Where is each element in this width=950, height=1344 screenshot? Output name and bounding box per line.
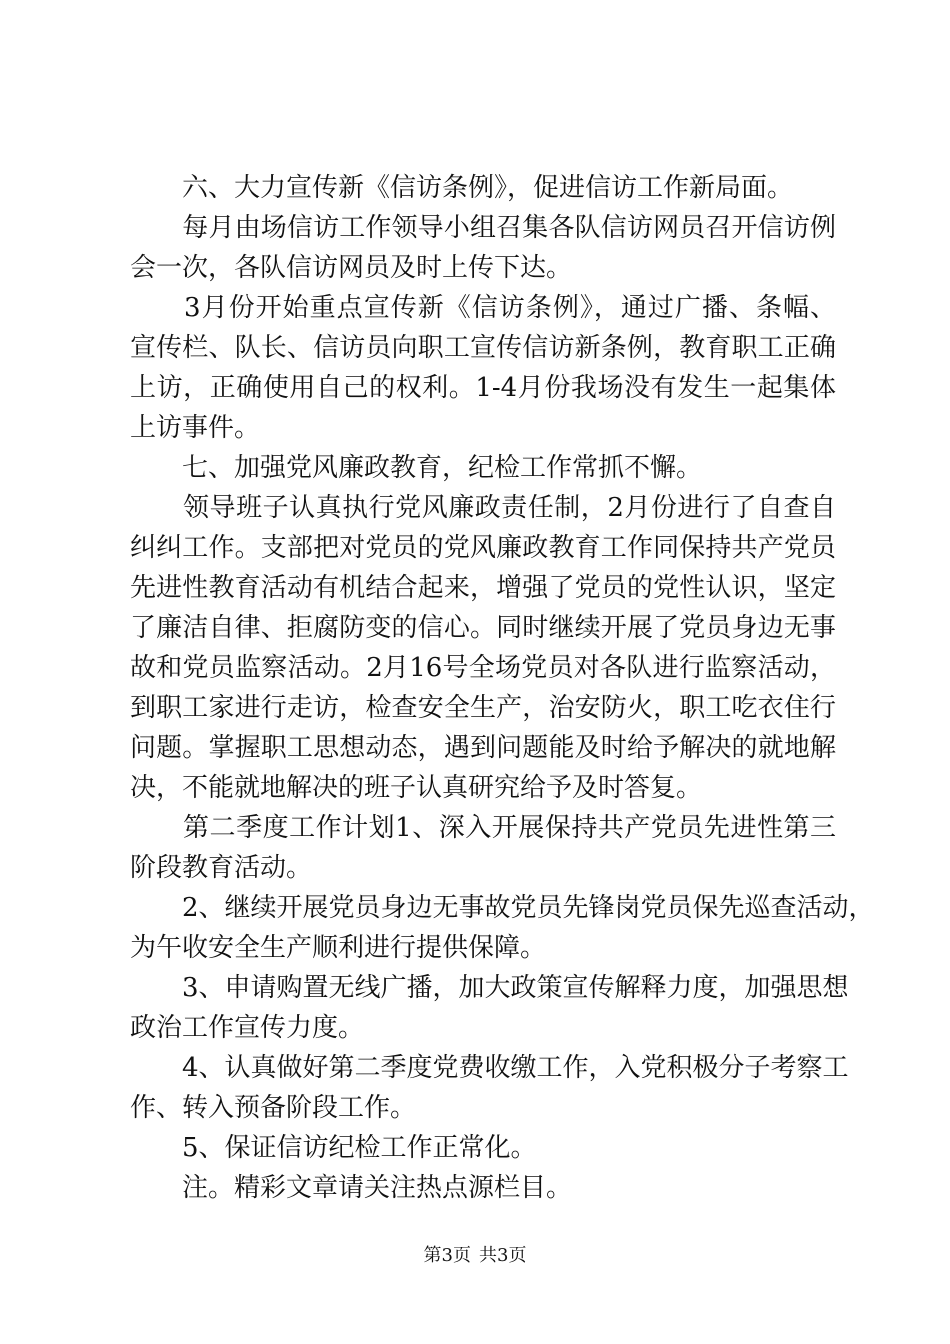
document-body [130, 168, 875, 1208]
text-line: 作、转入预备阶段工作。 [130, 1093, 417, 1123]
text-line: 上访，正确使用自己的权利。1-4月份我场没有发生一起集体 [130, 373, 836, 403]
text-line: 注。精彩文章请关注热点源栏目。 [130, 1173, 573, 1203]
text-line: 领导班子认真执行党风廉政责任制，2月份进行了自查自 [130, 493, 836, 523]
text-line: 4、认真做好第二季度党费收缴工作，入党积极分子考察工 [130, 1053, 849, 1083]
text-line: 3月份开始重点宣传新《信访条例》，通过广播、条幅、 [130, 293, 836, 323]
text-line: 纠纠工作。支部把对党员的党风廉政教育工作同保持共产党员 [130, 533, 836, 563]
text-line: 问题。掌握职工思想动态，遇到问题能及时给予解决的就地解 [130, 733, 836, 763]
page-total: 共3页 [479, 1245, 527, 1266]
text-line: 为午收安全生产顺利进行提供保障。 [130, 933, 547, 963]
text-line: 阶段教育活动。 [130, 853, 313, 883]
text-line: 3、申请购置无线广播，加大政策宣传解释力度，加强思想 [130, 973, 849, 1003]
text-line: 到职工家进行走访，检查安全生产，治安防火，职工吃衣住行 [130, 693, 836, 723]
text-line: 每月由场信访工作领导小组召集各队信访网员召开信访例 [130, 213, 836, 243]
text-line: 先进性教育活动有机结合起来，增强了党员的党性认识，坚定 [130, 573, 836, 603]
text-line: 决，不能就地解决的班子认真研究给予及时答复。 [130, 773, 703, 803]
text-line: 故和党员监察活动。2月16号全场党员对各队进行监察活动， [130, 653, 836, 683]
text-line: 会一次，各队信访网员及时上传下达。 [130, 253, 573, 283]
text-line: 了廉洁自律、拒腐防变的信心。同时继续开展了党员身边无事 [130, 613, 836, 643]
page-number: 第3页 [423, 1245, 471, 1266]
text-line: 第二季度工作计划1、深入开展保持共产党员先进性第三 [130, 813, 836, 843]
text-line: 上访事件。 [130, 413, 261, 443]
text-line: 5、保证信访纪检工作正常化。 [130, 1133, 537, 1163]
text-line: 2、继续开展党员身边无事故党员先锋岗党员保先巡查活动， [130, 893, 875, 923]
page-footer [0, 1244, 950, 1268]
text-line: 六、大力宣传新《信访条例》，促进信访工作新局面。 [130, 173, 794, 203]
text-line: 政治工作宣传力度。 [130, 1013, 365, 1043]
text-line: 宣传栏、队长、信访员向职工宣传信访新条例，教育职工正确 [130, 333, 836, 363]
text-line: 七、加强党风廉政教育，纪检工作常抓不懈。 [130, 453, 703, 483]
